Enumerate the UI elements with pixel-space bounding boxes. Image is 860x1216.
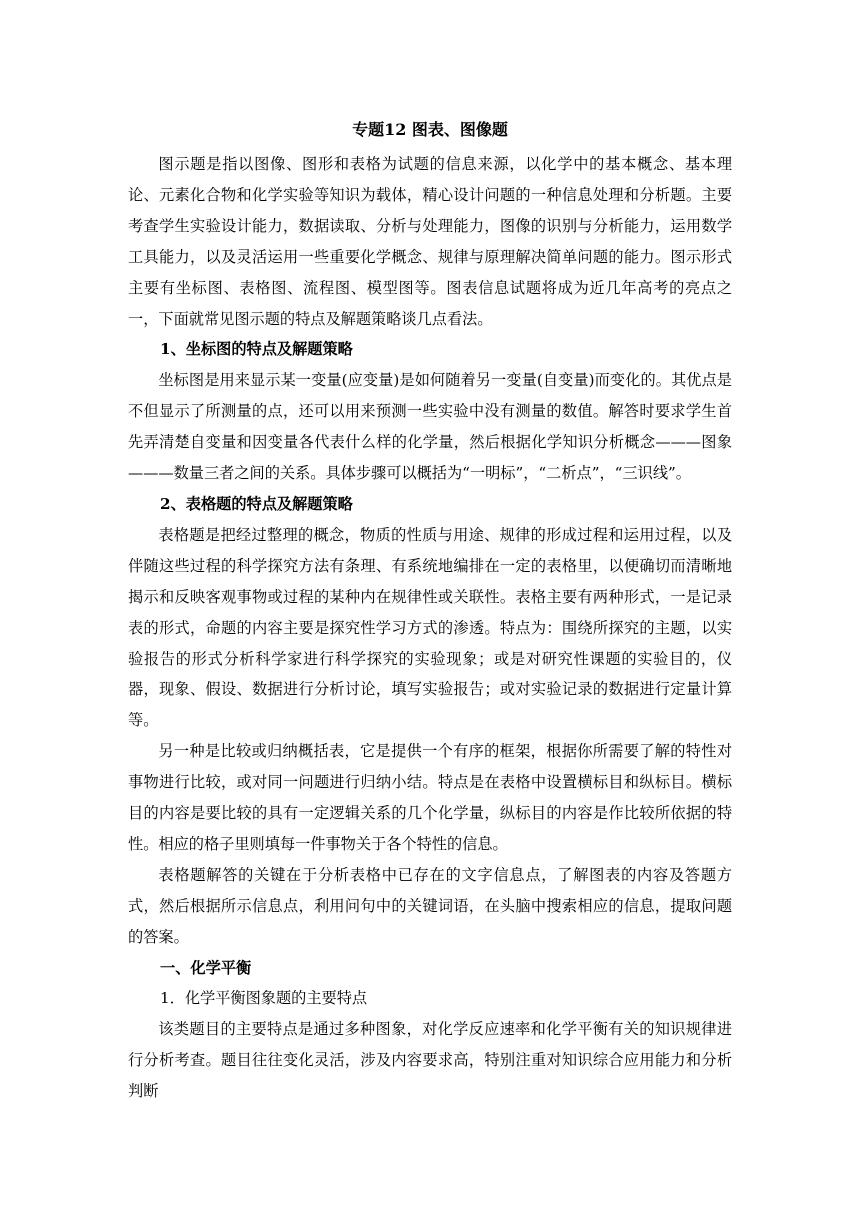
comparison-table-paragraph: 另一种是比较或归纳概括表，它是提供一个有序的框架，根据你所需要了解的特性对事物进行比较，或对同一问题进行归纳小结。特点是在表格中设置横标目和纵标目。横标目的内容是要比较的具有一定逻辑关系的几个化学量，纵标目的内容是作比较所依据的特性。相应的格子里则填每一件事物关于各个特性的信息。 (128, 742, 732, 853)
section-heading-chemical-equilibrium: 一、化学平衡 (160, 958, 252, 977)
subheading-equilibrium-graph-features: 1．化学平衡图象题的主要特点 (160, 989, 368, 1008)
section-heading-table-question: 2、表格题的特点及解题策略 (160, 494, 353, 513)
table-question-paragraph: 表格题是把经过整理的概念，物质的性质与用途、规律的形成过程和运用过程，以及伴随这些过程的科学探究方法有条理、有系统地编排在一定的表格里，以便确切而清晰地揭示和反映客观事物或过程的某种内在规律性或关联性。表格主要有两种形式，一是记录表的形式，命题的内容主要是探究性学习方式的渗透。特点为：围绕所探究的主题，以实验报告的形式分析科学家进行科学探究的实验现象；或是对研究性课题的实验目的，仪器，现象、假设、数据进行分析讨论，填写实验报告；或对实验记录的数据进行定量计算等。 (128, 525, 732, 730)
coordinate-graph-paragraph: 坐标图是用来显示某一变量(应变量)是如何随着另一变量(自变量)而变化的。其优点是不但显示了所测量的点，还可以用来预测一些实验中没有测量的数值。解答时要求学生首先弄清楚自变量和因变量各代表什么样的化学量，然后根据化学知识分析概念———图象———数量三者之间的关系。具体步骤可以概括为“一明标”，“二析点”，“三识线”。 (128, 371, 732, 483)
intro-paragraph: 图示题是指以图像、图形和表格为试题的信息来源，以化学中的基本概念、基本理论、元素化合物和化学实验等知识为载体，精心设计问题的一种信息处理和分析题。主要考查学生实验设计能力，数据读取、分析与处理能力，图像的识别与分析能力，运用数学工具能力，以及灵活运用一些重要化学概念、规律与原理解决简单问题的能力。图示形式主要有坐标图、表格图、流程图、模型图等。图表信息试题将成为近几年高考的亮点之一，下面就常见图示题的特点及解题策略谈几点看法。 (128, 155, 732, 328)
document-title: 专题12 图表、图像题 (352, 120, 508, 139)
equilibrium-paragraph: 该类题目的主要特点是通过多种图象，对化学反应速率和化学平衡有关的知识规律进行分析考查。题目往往变化灵活，涉及内容要求高，特别注重对知识综合应用能力和分析判断 (128, 1020, 732, 1101)
table-answer-paragraph: 表格题解答的关键在于分析表格中已存在的文字信息点，了解图表的内容及答题方式，然后根据所示信息点，利用问句中的关键词语，在头脑中搜索相应的信息，提取问题的答案。 (128, 865, 732, 946)
document-body (128, 149, 732, 1107)
section-heading-coordinate-graph: 1、坐标图的特点及解题策略 (160, 340, 353, 359)
